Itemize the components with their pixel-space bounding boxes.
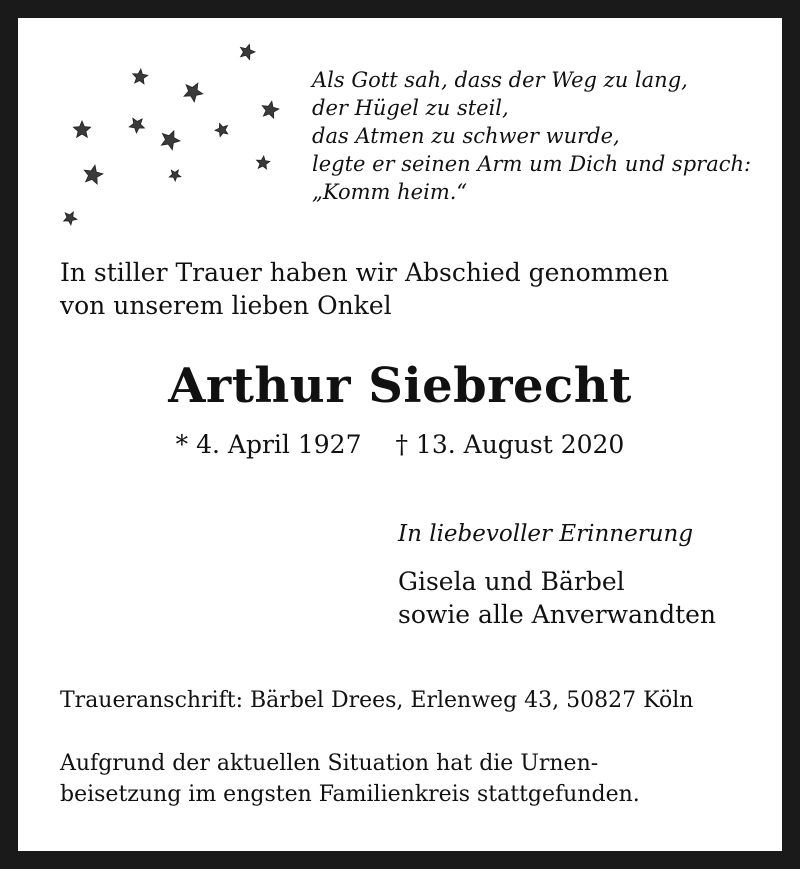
- death-date: † 13. August 2020: [395, 430, 625, 459]
- intro-text: [60, 256, 669, 322]
- star-icon: [184, 83, 203, 102]
- mourners: [398, 565, 716, 631]
- mourner-line: sowie alle Anverwandten: [398, 600, 717, 629]
- star-icon: [84, 165, 103, 184]
- intro-line: von unserem lieben Onkel: [60, 291, 392, 320]
- intro-line: In stiller Trauer haben wir Abschied genommen: [60, 258, 669, 287]
- note-line: Aufgrund der aktuellen Situation hat die Urnen-: [60, 751, 599, 776]
- stars-decoration: [50, 30, 310, 240]
- star-icon: [64, 212, 77, 225]
- birth-date: * 4. April 1927: [175, 430, 362, 459]
- star-icon: [129, 118, 144, 133]
- star-icon: [133, 69, 148, 84]
- life-dates: [0, 428, 800, 462]
- poem-line: legte er seinen Arm um Dich und sprach:: [312, 152, 752, 176]
- memory-line: In liebevoller Erinnerung: [398, 521, 694, 547]
- star-icon: [241, 44, 256, 59]
- star-icon: [73, 121, 90, 137]
- star-icon: [257, 156, 270, 169]
- star-icon: [262, 101, 279, 118]
- mourning-address: Traueranschrift: Bärbel Drees, Erlenweg 43, 50827 Köln: [60, 688, 694, 713]
- mourner-line: Gisela und Bärbel: [398, 567, 625, 596]
- poem-line: der Hügel zu steil,: [312, 96, 509, 120]
- star-icon: [169, 170, 181, 181]
- poem-line: das Atmen zu schwer wurde,: [312, 124, 620, 148]
- deceased-name: Arthur Siebrecht: [168, 358, 632, 414]
- note-line: beisetzung im engsten Familienkreis stattgefunden.: [60, 782, 640, 807]
- star-icon: [161, 131, 180, 150]
- poem-line: Als Gott sah, dass der Weg zu lang,: [312, 68, 688, 92]
- poem-line: „Komm heim.“: [312, 180, 468, 204]
- star-icon: [215, 123, 228, 136]
- poem: [312, 66, 751, 206]
- burial-note: [60, 748, 640, 810]
